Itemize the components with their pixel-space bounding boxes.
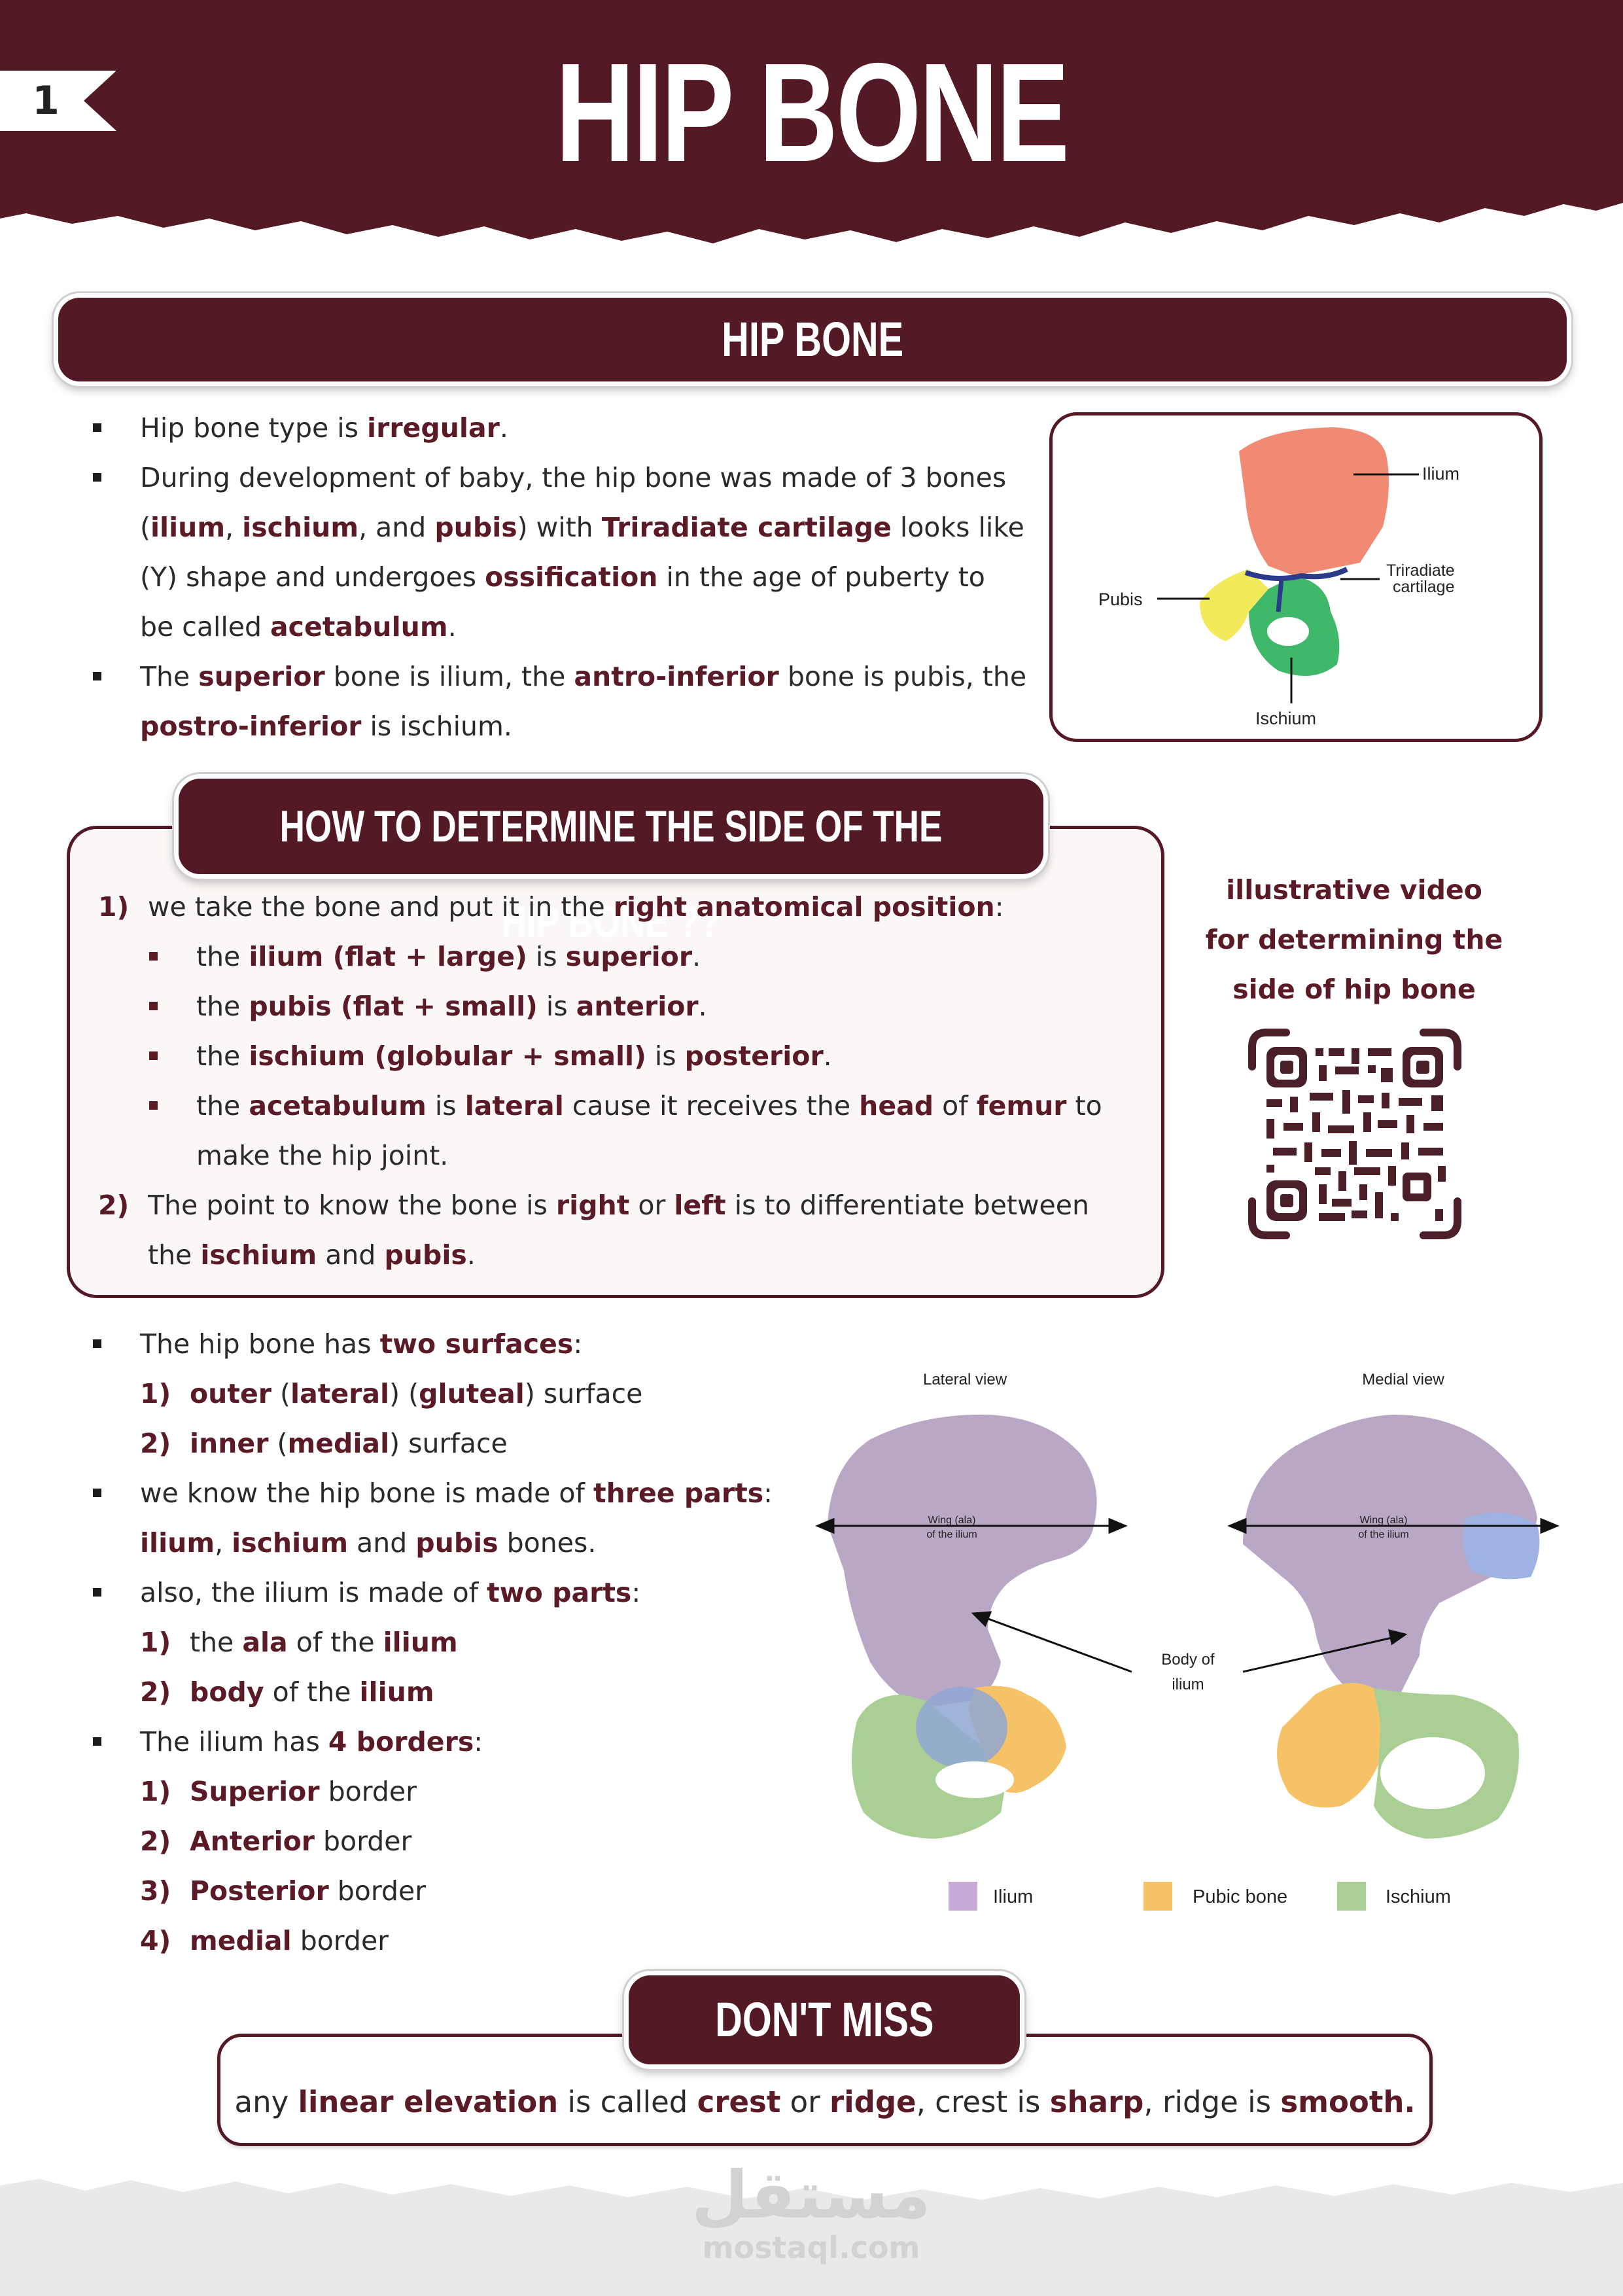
numbered-item: 4) medial border	[92, 1916, 785, 1966]
step-1-sub-2: the pubis (flat + small) is anterior.	[98, 981, 1145, 1031]
legend-ilium: Ilium	[993, 1886, 1034, 1907]
watermark-latin: mostaql.com	[702, 2230, 920, 2265]
numbered-item: 2) inner (medial) surface	[92, 1419, 785, 1468]
label-wing-lateral-2: of the ilium	[926, 1529, 977, 1540]
triradiate-figure-box	[1049, 412, 1543, 742]
video-caption: illustrative video for determining the side of hip bone	[1205, 874, 1503, 1005]
item-number: 1)	[140, 1776, 171, 1807]
triradiate-cartilage-figure	[1053, 415, 1539, 739]
list-item: The ilium has 4 borders:	[92, 1717, 785, 1767]
label-ilium: Ilium	[1422, 464, 1460, 484]
legend-swatch-ischium	[1337, 1882, 1366, 1911]
section-banner-determine-side: HOW TO DETERMINE THE SIDE OF THE HIP BONE ??	[174, 774, 1048, 879]
label-pubis: Pubis	[1098, 590, 1143, 609]
step-1: 1) we take the bone and put it in the right anatomical position:	[98, 891, 1004, 923]
label-ischium: Ischium	[1255, 709, 1317, 728]
step-2: 2) The point to know the bone is right or left is to differentiate between the ischium and pubis.	[98, 1190, 1089, 1271]
label-medial-view: Medial view	[1362, 1371, 1444, 1388]
label-triradiate-2: cartilage	[1393, 578, 1455, 596]
list-item: Hip bone type is irregular.	[92, 403, 1027, 453]
item-number: 2)	[140, 1676, 171, 1708]
watermark-logo	[680, 2159, 942, 2264]
hip-bone-views-figure	[811, 1354, 1570, 1930]
numbered-item: 1) Superior border	[92, 1767, 785, 1816]
page-header	[0, 0, 1623, 275]
label-wing-medial-1: Wing (ala)	[1359, 1515, 1408, 1526]
dont-miss-text: any linear elevation is called crest or ridge, crest is sharp, ridge is smooth.	[234, 2085, 1416, 2119]
label-wing-lateral-1: Wing (ala)	[928, 1515, 976, 1526]
list-item: ilium, ischium and pubis bones.	[140, 1527, 597, 1559]
section1-bullets	[92, 403, 1027, 751]
item-number: 1)	[140, 1627, 171, 1658]
list-item: we know the hip bone is made of three parts:	[92, 1468, 785, 1518]
legend-pubic: Pubic bone	[1193, 1886, 1288, 1907]
label-wing-medial-2: of the ilium	[1358, 1529, 1409, 1540]
section-banner-dont-miss: DON'T MISS	[624, 1971, 1024, 2069]
list-item: The superior bone is ilium, the antro-inferior bone is pubis, the postro-inferior is ischium.	[92, 652, 1027, 751]
numbered-item: 2) Anterior border	[92, 1816, 785, 1866]
list-item: also, the ilium is made of two parts:	[92, 1568, 785, 1617]
label-body-2: ilium	[1172, 1676, 1204, 1693]
item-number: 4)	[140, 1925, 171, 1956]
page-number: 1	[32, 78, 60, 124]
legend-swatch-pubic	[1143, 1882, 1172, 1911]
page-title: HIP BONE	[555, 33, 1068, 191]
legend-ischium: Ischium	[1386, 1886, 1451, 1907]
step-1-sub-3: the ischium (globular + small) is posterior.	[98, 1031, 1145, 1081]
step-1-sub-4: the acetabulum is lateral cause it receives the head of femur to make the hip joint.	[98, 1081, 1106, 1180]
legend-swatch-ilium	[949, 1882, 977, 1911]
section-banner-hip-bone: HIP BONE	[54, 293, 1571, 386]
section3-list	[92, 1319, 785, 1966]
lateral-view-bone	[828, 1415, 1097, 1839]
numbered-item: 2) body of the ilium	[92, 1667, 785, 1717]
numbered-item: 1) the ala of the ilium	[92, 1617, 785, 1667]
item-number: 2)	[140, 1428, 171, 1459]
numbered-item: 1) outer (lateral) (gluteal) surface	[92, 1369, 785, 1419]
label-triradiate-1: Triradiate	[1386, 561, 1455, 580]
label-lateral-view: Lateral view	[922, 1371, 1007, 1388]
list-item: The hip bone has two surfaces:	[92, 1319, 785, 1369]
list-item: During development of baby, the hip bone was made of 3 bones (ilium, ischium, and pubis) with Triradiate cartilage looks like (Y) shape and undergoes ossification in the age of puberty to be called acetabulum.	[92, 453, 1027, 652]
label-body-1: Body of	[1161, 1651, 1215, 1669]
numbered-item: 3) Posterior border	[92, 1866, 785, 1916]
qr-code[interactable]	[1247, 1027, 1463, 1241]
medial-view-bone	[1243, 1415, 1539, 1839]
item-number: 2)	[140, 1826, 171, 1857]
figure-legend	[949, 1882, 1451, 1911]
section2-content	[98, 882, 1145, 1280]
watermark-arabic: مستقل	[691, 2157, 931, 2233]
step-1-sub-1: the ilium (flat + large) is superior.	[98, 932, 1145, 981]
item-number: 1)	[140, 1378, 171, 1409]
item-number: 3)	[140, 1875, 171, 1907]
